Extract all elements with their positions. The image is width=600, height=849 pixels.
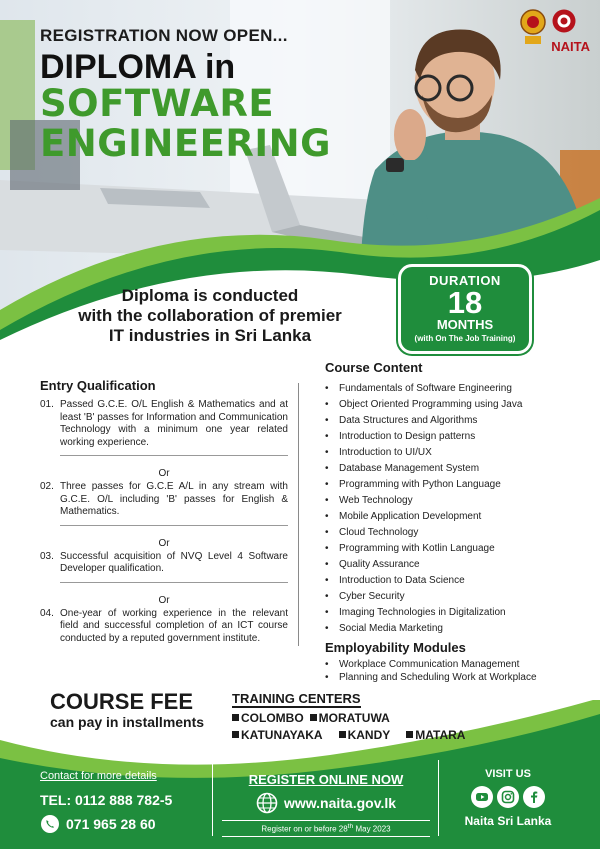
- naita-logo-text: NAITA: [551, 39, 590, 54]
- course-content-title: Course Content: [325, 360, 423, 375]
- list-item: • Imaging Technologies in Digitalization: [325, 607, 506, 618]
- list-item: • Quality Assurance: [325, 559, 420, 570]
- facebook-icon[interactable]: [523, 786, 545, 808]
- contact-column: [40, 770, 210, 849]
- list-item: • Cyber Security: [325, 591, 405, 602]
- youtube-icon[interactable]: [471, 786, 493, 808]
- list-item: • Database Management System: [325, 463, 480, 474]
- center-item: MATARA: [406, 728, 465, 742]
- qual-number: 03.: [40, 550, 54, 562]
- divider: [60, 582, 288, 583]
- naita-logo: [551, 8, 590, 54]
- list-item: • Introduction to Data Science: [325, 575, 465, 586]
- diploma-in-text: DIPLOMA in: [40, 48, 236, 86]
- collab-line-3: IT industries in Sri Lanka: [108, 326, 312, 345]
- duration-note: (with On The Job Training): [414, 334, 516, 343]
- qual-number: 04.: [40, 607, 54, 619]
- employability-title: Employability Modules: [325, 640, 466, 655]
- divider: [60, 455, 288, 456]
- square-bullet-icon: [232, 714, 239, 721]
- qual-text: Three passes for G.C.E A/L in any stream with G.C.E. O/L including 'B' passes for English & Mathematics.: [60, 481, 288, 517]
- qual-text: Passed G.C.E. O/L English & Mathematics and at least 'B' passes for Information and Communication Technology with a minimum one year related working experience.: [60, 399, 288, 448]
- centers-row-1: [232, 711, 465, 725]
- square-bullet-icon: [339, 731, 346, 738]
- whatsapp-number: 071 965 28 60: [66, 816, 156, 832]
- center-item: KANDY: [339, 728, 391, 742]
- social-icons: [448, 786, 568, 808]
- register-column: [222, 772, 430, 849]
- list-item: • Data Structures and Algorithms: [325, 415, 478, 426]
- title-engineering: ENGINEERING: [40, 122, 331, 165]
- website-row: [222, 792, 430, 814]
- collab-line-2: with the collaboration of premier: [78, 306, 342, 325]
- naita-seal-icon: [551, 8, 577, 34]
- or-label: Or: [158, 468, 170, 479]
- list-item: • Introduction to Design patterns: [325, 431, 476, 442]
- duration-label: DURATION: [429, 273, 501, 288]
- or-label: Or: [158, 537, 170, 549]
- registration-open-text: REGISTRATION NOW OPEN...: [40, 26, 288, 45]
- list-item: • Planning and Scheduling Work at Workplace: [325, 672, 537, 683]
- qualification-item: [40, 481, 288, 519]
- employability-list: [325, 658, 595, 684]
- entry-title: Entry Qualification: [40, 378, 156, 393]
- contact-link[interactable]: Contact for more details: [40, 770, 157, 782]
- footer-divider: [438, 760, 439, 836]
- course-fee-sub: can pay in installments: [50, 714, 205, 730]
- list-item: • Fundamentals of Software Engineering: [325, 383, 512, 394]
- training-centers-title: TRAINING CENTERS: [232, 691, 361, 706]
- course-fee-title: COURSE FEE: [50, 689, 194, 714]
- square-bullet-icon: [310, 714, 317, 721]
- footer: [0, 760, 600, 849]
- list-item: • Web Technology: [325, 495, 413, 506]
- or-label: Or: [158, 594, 170, 606]
- qualification-item: [40, 399, 288, 449]
- centers-row-2: [232, 728, 465, 742]
- list-item: • Workplace Communication Management: [325, 659, 520, 670]
- training-centers: [232, 690, 465, 742]
- register-online-title[interactable]: REGISTER ONLINE NOW: [248, 772, 404, 787]
- title-software: SOFTWARE: [40, 82, 275, 125]
- list-item: • Introduction to UI/UX: [325, 447, 432, 458]
- collab-line-1: Diploma is conducted: [121, 286, 299, 305]
- instagram-icon[interactable]: [497, 786, 519, 808]
- qualification-item: [40, 551, 288, 576]
- telephone-number: TEL: 0112 888 782-5: [40, 792, 173, 808]
- list-item: • Social Media Marketing: [325, 623, 443, 634]
- list-item: • Mobile Application Development: [325, 511, 482, 522]
- social-column: [448, 768, 568, 849]
- duration-unit: MONTHS: [436, 317, 494, 332]
- hero-headline: [40, 26, 331, 164]
- social-handle: Naita Sri Lanka: [464, 814, 552, 828]
- footer-divider: [212, 760, 213, 836]
- logos: [519, 8, 590, 54]
- collaboration-text: [50, 286, 370, 346]
- divider: [60, 525, 288, 526]
- qual-number: 01.: [40, 399, 54, 410]
- course-fee: [50, 690, 204, 730]
- center-item: COLOMBO: [232, 711, 304, 725]
- sri-lanka-emblem-icon: [519, 8, 547, 53]
- qual-text: One-year of working experience in the relevant field and successful completion of an ICT course conducted by a reputed government institute.: [60, 607, 288, 644]
- list-item: • Object Oriented Programming using Java: [325, 399, 523, 410]
- visit-us-label: VISIT US: [485, 768, 531, 780]
- qual-text: Successful acquisition of NVQ Level 4 Software Developer qualification.: [60, 550, 288, 574]
- entry-qualification: [40, 378, 288, 645]
- list-item: • Cloud Technology: [325, 527, 419, 538]
- course-content-list: [325, 381, 595, 637]
- square-bullet-icon: [232, 731, 239, 738]
- qualification-item: [40, 608, 288, 646]
- center-item: KATUNAYAKA: [232, 728, 323, 742]
- globe-icon: [256, 792, 278, 814]
- website-link[interactable]: www.naita.gov.lk: [283, 795, 397, 811]
- register-deadline: Register on or before 28th May 2023: [222, 820, 430, 837]
- column-divider: [298, 383, 299, 646]
- whatsapp-icon: [40, 814, 60, 834]
- square-bullet-icon: [406, 731, 413, 738]
- duration-badge: [398, 264, 532, 354]
- duration-number: 18: [447, 285, 483, 320]
- whatsapp-row: [40, 814, 210, 834]
- center-item: MORATUWA: [310, 711, 390, 725]
- list-item: • Programming with Kotlin Language: [325, 543, 495, 554]
- list-item: • Programming with Python Language: [325, 479, 501, 490]
- qual-number: 02.: [40, 481, 54, 492]
- course-content: [325, 360, 595, 684]
